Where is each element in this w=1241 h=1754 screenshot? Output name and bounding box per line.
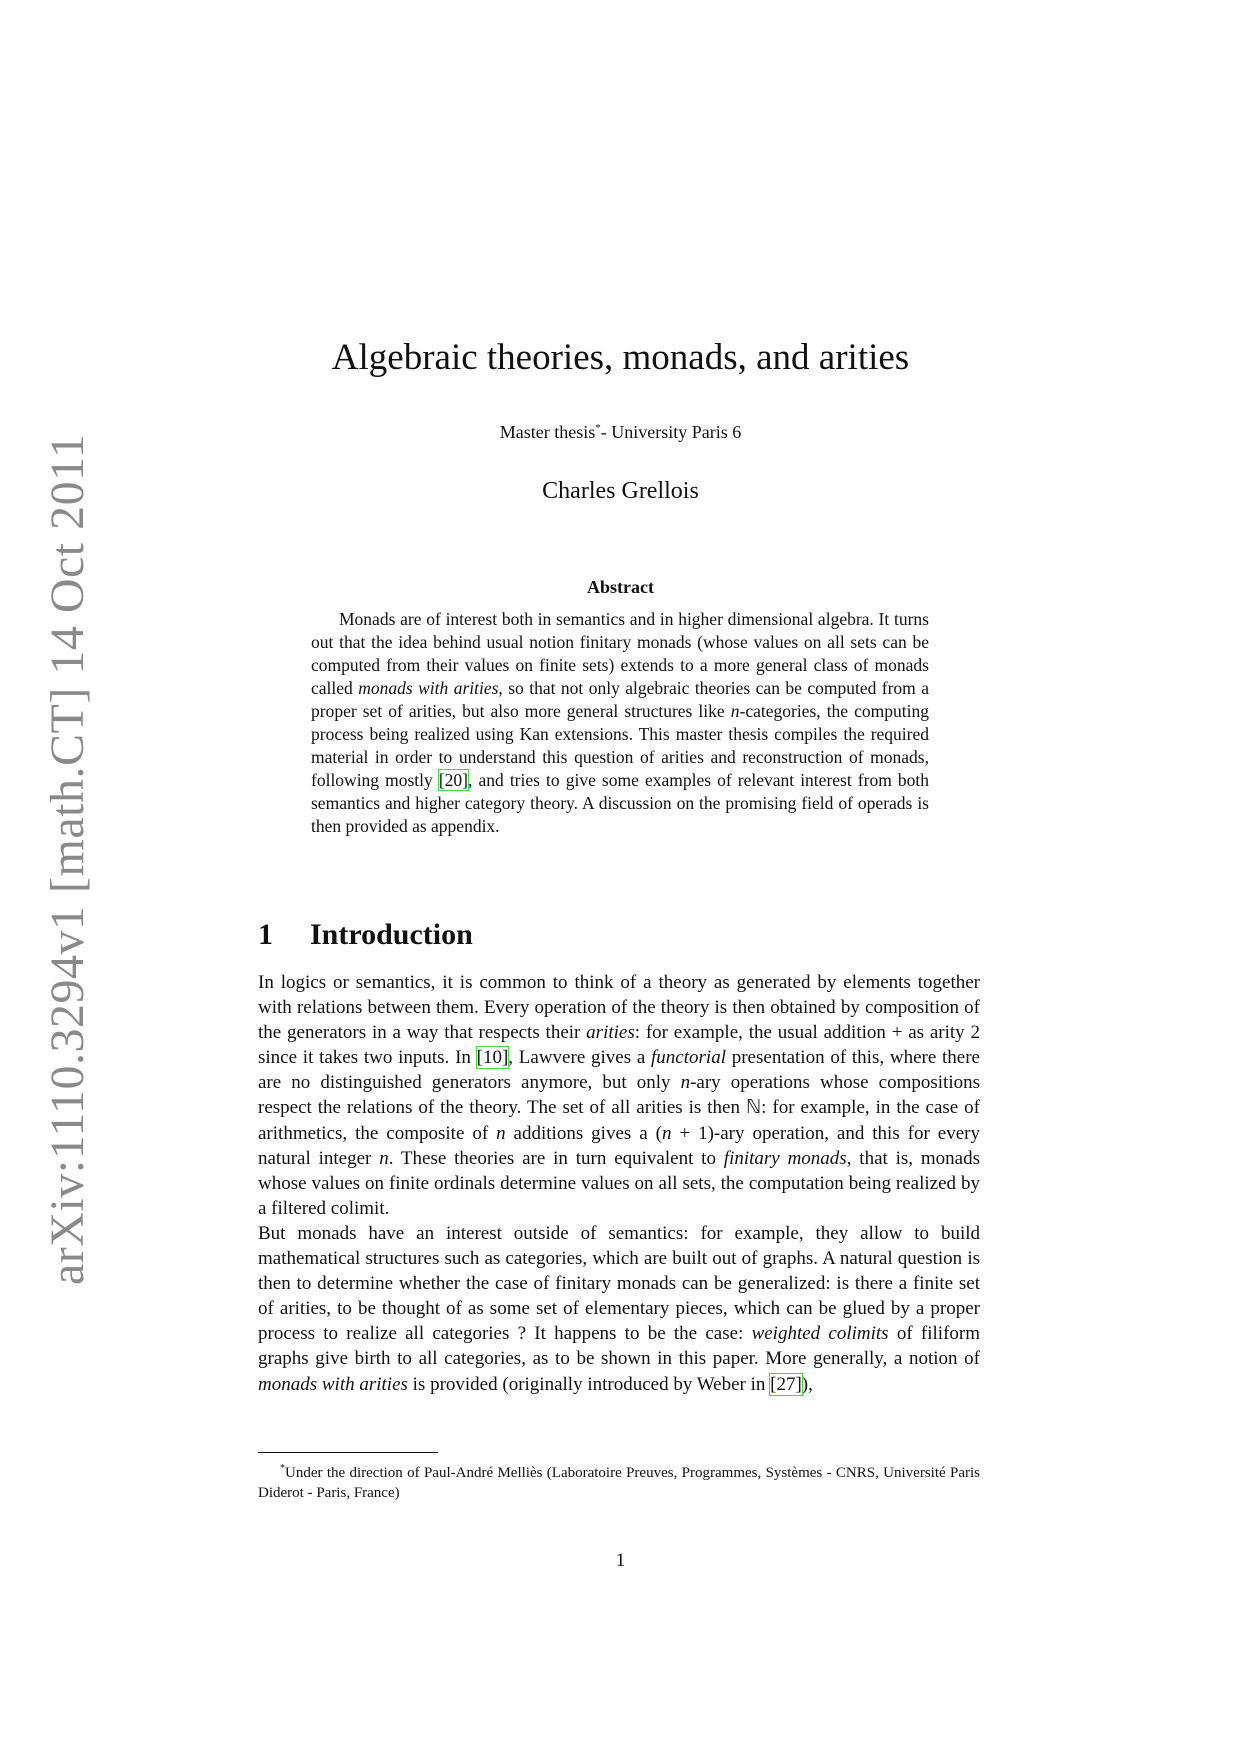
abstract-text: , and tries to give some examples of relevant interest from both semantics and higher category theory. A discussion on the promising field of operads is then provided as appendix.: [311, 770, 929, 836]
abstract-text: -categories, the computing process being realized using Kan extensions. This master thesis compiles the required material in order to understand this question of arities and reconstruction of monads, following mostly: [311, 701, 929, 790]
paper-subtitle: [0, 422, 1241, 443]
paragraph-text: additions gives a (: [505, 1122, 662, 1144]
footnote-mark: *: [280, 1463, 285, 1474]
paragraph: [258, 1221, 980, 1397]
author-name: Charles Grellois: [542, 478, 699, 504]
paragraph-text: -ary operations whose compositions respect the relations of the theory. The set of all arities is then ℕ: for example, in the case of arithmetics, the composite of: [258, 1072, 980, 1144]
paragraph-text: . These theories are in turn equivalent to: [388, 1147, 724, 1169]
emphasis: monads with arities: [258, 1373, 408, 1395]
abstract-body: [311, 608, 929, 838]
paragraph-text: ),: [801, 1373, 813, 1395]
paragraph-text: + 1)-ary operation, and this for every natural integer: [258, 1122, 980, 1169]
paragraph-text: presentation of this, where there are no distinguished generators anymore, but only: [258, 1047, 980, 1094]
math-variable: n: [661, 1122, 672, 1144]
introduction-body: [258, 970, 980, 1397]
abstract-text: Monads are of interest both in semantics and in higher dimensional algebra. It turns out that the idea behind usual notion finitary monads (whose values on all sets can be computed from their values on finite sets) extends to a more general class of monads called: [311, 609, 929, 698]
arxiv-identifier-stamp: arXiv:1110.3294v1 [math.CT] 14 Oct 2011: [41, 433, 94, 1285]
paragraph-text: In logics or semantics, it is common to think of a theory as generated by elements together with relations between them. Every operation of the theory is then obtained by composition of the generators in a way that respects their: [258, 972, 980, 1044]
section-heading: [258, 918, 473, 952]
math-variable: n: [496, 1122, 506, 1144]
emphasis: finitary monads: [723, 1147, 847, 1169]
abstract-heading: Abstract: [587, 577, 654, 597]
paragraph-text: : for example, the usual addition + as arity 2 since it takes two inputs. In: [258, 1022, 980, 1069]
footnote-text: Under the direction of Paul-André Melliès (Laboratoire Preuves, Programmes, Systèmes - CNRS, Université Paris Diderot - Paris, France): [258, 1465, 980, 1501]
subtitle-affiliation: - University Paris 6: [600, 422, 742, 442]
math-variable: n: [680, 1072, 691, 1094]
paragraph: [258, 970, 980, 1221]
math-variable: n: [379, 1147, 389, 1169]
page-number: 1: [615, 1550, 626, 1571]
emphasis: weighted colimits: [751, 1323, 889, 1345]
paper-title: Algebraic theories, monads, and arities: [331, 337, 910, 378]
emphasis: arities: [586, 1022, 635, 1044]
citation-link[interactable]: [20]: [438, 770, 469, 790]
citation-link[interactable]: [10]: [476, 1047, 509, 1069]
abstract-emphasis: monads with arities: [358, 678, 499, 698]
paragraph-text: is provided (originally introduced by Weber in: [407, 1373, 771, 1395]
section-number: 1: [258, 918, 273, 951]
section-title: Introduction: [310, 918, 473, 951]
emphasis: functorial: [651, 1047, 726, 1069]
citation-link[interactable]: [27]: [770, 1373, 802, 1395]
footnote-marker[interactable]: *: [595, 422, 601, 434]
paragraph-text: But monads have an interest outside of semantics: for example, they allow to build mathematical structures such as categories, which are built out of graphs. A natural question is then to determine whether the case of finitary monads can be generalized: is there a finite set of arities, to be thought of as some set of elementary pieces, which can be glued by a proper process to realize all categories ? It happens to be the case:: [258, 1222, 980, 1345]
paragraph-text: of filiform graphs give birth to all categories, as to be shown in this paper. More generally, a notion of: [258, 1323, 980, 1370]
paragraph-text: , that is, monads whose values on finite ordinals determine values on all sets, the computation being realized by a filtered colimit.: [258, 1147, 980, 1219]
footnote-divider: [258, 1452, 438, 1453]
subtitle-text: Master thesis: [499, 422, 596, 442]
paragraph-text: , Lawvere gives a: [508, 1047, 652, 1069]
abstract-math: n: [730, 701, 740, 721]
footnote: [258, 1459, 980, 1503]
abstract-text: , so that not only algebraic theories can be computed from a proper set of arities, but also more general structures like: [311, 678, 929, 721]
